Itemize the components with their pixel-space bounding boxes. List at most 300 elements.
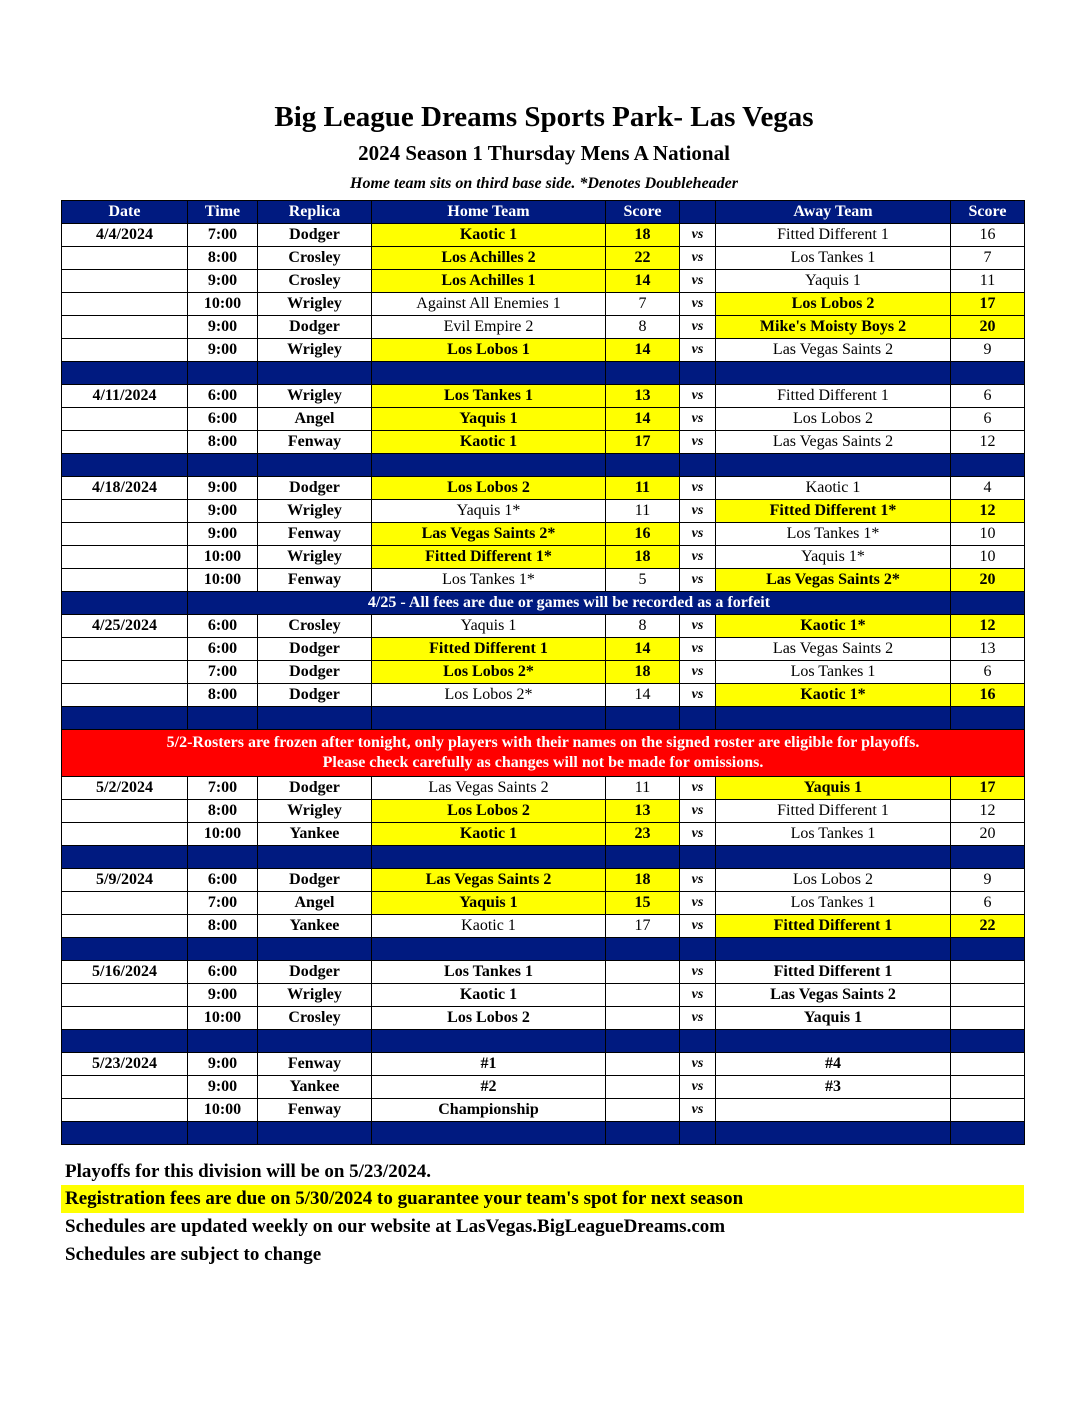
vs-label: vs (680, 892, 716, 915)
game-row (62, 1007, 1025, 1030)
away-team: Fitted Different 1 (716, 385, 951, 408)
spacer-row (62, 362, 1025, 385)
spacer-row (62, 1030, 1025, 1053)
game-time: 9:00 (188, 984, 258, 1007)
away-team: Las Vegas Saints 2* (716, 569, 951, 592)
roster-alert-line2: Please check carefully as changes will not be made for omissions. (322, 754, 764, 771)
away-team: Los Tankes 1 (716, 247, 951, 270)
away-score: 20 (951, 569, 1025, 592)
away-team: Kaotic 1* (716, 615, 951, 638)
spacer-cell (606, 1030, 680, 1053)
vs-label: vs (680, 408, 716, 431)
game-date: 4/25/2024 (62, 615, 188, 638)
roster-alert-line1: 5/2-Rosters are frozen after tonight, only players with their names on the signed roster are eligible for playoffs. (166, 734, 920, 751)
game-time: 8:00 (188, 431, 258, 454)
game-date (62, 270, 188, 293)
home-score: 14 (606, 339, 680, 362)
game-time: 6:00 (188, 385, 258, 408)
game-time: 8:00 (188, 684, 258, 707)
home-score (606, 1007, 680, 1030)
spacer-cell (606, 846, 680, 869)
game-row (62, 500, 1025, 523)
home-score (606, 1099, 680, 1122)
game-date (62, 408, 188, 431)
spacer-cell (62, 707, 188, 730)
change-note: Schedules are subject to change (65, 1244, 322, 1265)
spacer-cell (951, 362, 1025, 385)
game-date: 4/11/2024 (62, 385, 188, 408)
table-header-row (62, 201, 1025, 224)
away-team: #4 (716, 1053, 951, 1076)
spacer-cell (62, 846, 188, 869)
game-row (62, 1053, 1025, 1076)
away-team: Kaotic 1* (716, 684, 951, 707)
spacer-cell (258, 1122, 372, 1145)
notice-row (62, 592, 1025, 615)
vs-label: vs (680, 1053, 716, 1076)
game-row (62, 270, 1025, 293)
away-team: Las Vegas Saints 2 (716, 431, 951, 454)
roster-alert-row (62, 730, 1025, 777)
game-field: Wrigley (258, 293, 372, 316)
col-vs-header (680, 201, 716, 224)
home-score: 8 (606, 615, 680, 638)
spacer-row (62, 846, 1025, 869)
game-row (62, 615, 1025, 638)
home-score: 17 (606, 431, 680, 454)
spacer-cell (716, 1122, 951, 1145)
away-score: 6 (951, 661, 1025, 684)
game-time: 7:00 (188, 777, 258, 800)
away-team: Las Vegas Saints 2 (716, 638, 951, 661)
game-field: Fenway (258, 1053, 372, 1076)
roster-alert (62, 730, 1025, 777)
game-row (62, 293, 1025, 316)
away-team: Yaquis 1 (716, 777, 951, 800)
home-score: 7 (606, 293, 680, 316)
game-row (62, 661, 1025, 684)
spacer-cell (258, 846, 372, 869)
home-score: 18 (606, 869, 680, 892)
home-team: #2 (372, 1076, 606, 1099)
spacer-cell (716, 454, 951, 477)
home-team: Las Vegas Saints 2 (372, 869, 606, 892)
website-note: Schedules are updated weekly on our website at LasVegas.BigLeagueDreams.com (65, 1216, 726, 1237)
game-row (62, 638, 1025, 661)
game-field: Dodger (258, 224, 372, 247)
home-team: Kaotic 1 (372, 224, 606, 247)
game-field: Wrigley (258, 800, 372, 823)
home-team: Los Lobos 2* (372, 684, 606, 707)
spacer-cell (716, 938, 951, 961)
spacer-cell (606, 454, 680, 477)
home-score: 22 (606, 247, 680, 270)
game-time: 8:00 (188, 247, 258, 270)
vs-label: vs (680, 1099, 716, 1122)
spacer-cell (680, 1030, 716, 1053)
away-team: Fitted Different 1 (716, 915, 951, 938)
vs-label: vs (680, 385, 716, 408)
home-score: 13 (606, 385, 680, 408)
game-row (62, 684, 1025, 707)
away-team: Las Vegas Saints 2 (716, 339, 951, 362)
home-score: 17 (606, 915, 680, 938)
vs-label: vs (680, 569, 716, 592)
home-score: 11 (606, 477, 680, 500)
home-team: Championship (372, 1099, 606, 1122)
game-time: 9:00 (188, 523, 258, 546)
game-field: Dodger (258, 869, 372, 892)
away-score (951, 1076, 1025, 1099)
game-date: 5/23/2024 (62, 1053, 188, 1076)
home-score: 11 (606, 500, 680, 523)
home-score (606, 1076, 680, 1099)
spacer-cell (372, 938, 606, 961)
away-score: 10 (951, 523, 1025, 546)
game-time: 10:00 (188, 546, 258, 569)
spacer-cell (188, 707, 258, 730)
game-date (62, 638, 188, 661)
game-time: 10:00 (188, 823, 258, 846)
game-field: Fenway (258, 431, 372, 454)
vs-label: vs (680, 546, 716, 569)
home-team: Yaquis 1 (372, 615, 606, 638)
game-field: Dodger (258, 961, 372, 984)
game-date (62, 1007, 188, 1030)
game-time: 8:00 (188, 915, 258, 938)
vs-label: vs (680, 800, 716, 823)
game-date (62, 247, 188, 270)
spacer-cell (680, 707, 716, 730)
game-date (62, 431, 188, 454)
spacer-cell (951, 846, 1025, 869)
away-score: 7 (951, 247, 1025, 270)
spacer-cell (372, 707, 606, 730)
spacer-cell (372, 1030, 606, 1053)
game-time: 10:00 (188, 293, 258, 316)
vs-label: vs (680, 431, 716, 454)
vs-label: vs (680, 339, 716, 362)
spacer-cell (258, 362, 372, 385)
home-team: Los Lobos 2 (372, 1007, 606, 1030)
spacer-cell (188, 938, 258, 961)
spacer-cell (951, 1122, 1025, 1145)
away-score (951, 1099, 1025, 1122)
game-date: 4/18/2024 (62, 477, 188, 500)
game-time: 10:00 (188, 1099, 258, 1122)
away-score: 17 (951, 777, 1025, 800)
away-score (951, 961, 1025, 984)
away-team: Yaquis 1 (716, 1007, 951, 1030)
game-field: Yankee (258, 915, 372, 938)
game-time: 9:00 (188, 1076, 258, 1099)
home-score: 18 (606, 661, 680, 684)
away-team: Fitted Different 1* (716, 500, 951, 523)
spacer-cell (606, 362, 680, 385)
game-date (62, 684, 188, 707)
col-away-team-header: Away Team (716, 201, 951, 224)
game-time: 9:00 (188, 500, 258, 523)
away-score: 16 (951, 684, 1025, 707)
game-field: Wrigley (258, 546, 372, 569)
game-field: Fenway (258, 569, 372, 592)
spacer-cell (680, 938, 716, 961)
game-date (62, 523, 188, 546)
game-time: 6:00 (188, 961, 258, 984)
spacer-row (62, 938, 1025, 961)
home-team: Fitted Different 1 (372, 638, 606, 661)
game-time: 7:00 (188, 892, 258, 915)
spacer-cell (258, 938, 372, 961)
game-date: 5/9/2024 (62, 869, 188, 892)
spacer-cell (680, 1122, 716, 1145)
game-time: 9:00 (188, 316, 258, 339)
home-team: Los Lobos 2 (372, 800, 606, 823)
spacer-cell (951, 1030, 1025, 1053)
game-field: Yankee (258, 823, 372, 846)
spacer-cell (716, 707, 951, 730)
col-date-header: Date (62, 201, 188, 224)
away-team (716, 1099, 951, 1122)
game-field: Wrigley (258, 385, 372, 408)
vs-label: vs (680, 1076, 716, 1099)
spacer-cell (62, 938, 188, 961)
vs-label: vs (680, 615, 716, 638)
registration-note: Registration fees are due on 5/30/2024 to guarantee your team's spot for next season (61, 1185, 1024, 1213)
spacer-cell (606, 1122, 680, 1145)
game-date (62, 823, 188, 846)
spacer-cell (62, 1122, 188, 1145)
spacer-cell (258, 707, 372, 730)
game-field: Crosley (258, 1007, 372, 1030)
page-subtitle: 2024 Season 1 Thursday Mens A National (358, 141, 730, 165)
page-title: Big League Dreams Sports Park- Las Vegas (274, 101, 814, 133)
home-team: Evil Empire 2 (372, 316, 606, 339)
spacer-cell (372, 362, 606, 385)
game-row (62, 1099, 1025, 1122)
home-score: 15 (606, 892, 680, 915)
home-team: #1 (372, 1053, 606, 1076)
home-score: 18 (606, 546, 680, 569)
game-row (62, 477, 1025, 500)
game-date (62, 1099, 188, 1122)
away-team: Los Lobos 2 (716, 408, 951, 431)
notice-spacer-cell (951, 592, 1025, 615)
spacer-cell (372, 1122, 606, 1145)
away-score: 9 (951, 869, 1025, 892)
home-score: 18 (606, 224, 680, 247)
away-score (951, 1053, 1025, 1076)
spacer-cell (680, 454, 716, 477)
vs-label: vs (680, 247, 716, 270)
spacer-row (62, 707, 1025, 730)
game-time: 6:00 (188, 408, 258, 431)
home-score (606, 1053, 680, 1076)
away-team: Los Lobos 2 (716, 869, 951, 892)
home-team: Los Achilles 1 (372, 270, 606, 293)
away-score: 6 (951, 892, 1025, 915)
spacer-cell (372, 846, 606, 869)
col-home-score-header: Score (606, 201, 680, 224)
home-team: Fitted Different 1* (372, 546, 606, 569)
home-score: 23 (606, 823, 680, 846)
game-row (62, 984, 1025, 1007)
home-team: Los Lobos 2* (372, 661, 606, 684)
away-team: Fitted Different 1 (716, 800, 951, 823)
away-team: Mike's Moisty Boys 2 (716, 316, 951, 339)
vs-label: vs (680, 316, 716, 339)
home-score: 5 (606, 569, 680, 592)
game-field: Angel (258, 408, 372, 431)
game-time: 7:00 (188, 661, 258, 684)
spacer-cell (188, 454, 258, 477)
game-row (62, 224, 1025, 247)
game-row (62, 961, 1025, 984)
away-score: 13 (951, 638, 1025, 661)
home-team: Las Vegas Saints 2 (372, 777, 606, 800)
away-team: Los Tankes 1* (716, 523, 951, 546)
game-time: 6:00 (188, 869, 258, 892)
home-score (606, 984, 680, 1007)
home-team: Los Lobos 1 (372, 339, 606, 362)
game-field: Crosley (258, 270, 372, 293)
home-team: Las Vegas Saints 2* (372, 523, 606, 546)
game-time: 8:00 (188, 800, 258, 823)
home-score: 8 (606, 316, 680, 339)
game-field: Angel (258, 892, 372, 915)
game-field: Wrigley (258, 984, 372, 1007)
game-time: 9:00 (188, 1053, 258, 1076)
game-time: 9:00 (188, 477, 258, 500)
spacer-cell (188, 846, 258, 869)
game-date (62, 339, 188, 362)
away-team: Los Lobos 2 (716, 293, 951, 316)
spacer-cell (62, 362, 188, 385)
away-team: Kaotic 1 (716, 477, 951, 500)
fee-notice-text: 4/25 - All fees are due or games will be recorded as a forfeit (188, 592, 951, 615)
away-team: Las Vegas Saints 2 (716, 984, 951, 1007)
game-time: 9:00 (188, 339, 258, 362)
home-team: Yaquis 1* (372, 500, 606, 523)
spacer-cell (188, 1030, 258, 1053)
vs-label: vs (680, 638, 716, 661)
game-field: Fenway (258, 1099, 372, 1122)
vs-label: vs (680, 684, 716, 707)
game-row (62, 431, 1025, 454)
game-field: Dodger (258, 316, 372, 339)
away-score: 6 (951, 385, 1025, 408)
game-field: Wrigley (258, 339, 372, 362)
game-date: 4/4/2024 (62, 224, 188, 247)
home-team: Los Achilles 2 (372, 247, 606, 270)
vs-label: vs (680, 984, 716, 1007)
game-time: 10:00 (188, 1007, 258, 1030)
game-field: Dodger (258, 638, 372, 661)
home-team: Yaquis 1 (372, 892, 606, 915)
col-away-score-header: Score (951, 201, 1025, 224)
game-row (62, 247, 1025, 270)
vs-label: vs (680, 523, 716, 546)
spacer-cell (716, 846, 951, 869)
game-date (62, 661, 188, 684)
col-home-team-header: Home Team (372, 201, 606, 224)
home-score: 16 (606, 523, 680, 546)
home-score: 14 (606, 270, 680, 293)
game-date (62, 892, 188, 915)
game-field: Yankee (258, 1076, 372, 1099)
vs-label: vs (680, 823, 716, 846)
game-time: 10:00 (188, 569, 258, 592)
vs-label: vs (680, 961, 716, 984)
game-row (62, 546, 1025, 569)
away-team: Fitted Different 1 (716, 961, 951, 984)
game-time: 9:00 (188, 270, 258, 293)
playoffs-note: Playoffs for this division will be on 5/23/2024. (65, 1161, 431, 1182)
game-date (62, 293, 188, 316)
home-score: 13 (606, 800, 680, 823)
spacer-cell (372, 454, 606, 477)
away-score: 20 (951, 316, 1025, 339)
home-score: 14 (606, 638, 680, 661)
home-team: Against All Enemies 1 (372, 293, 606, 316)
game-row (62, 339, 1025, 362)
game-field: Dodger (258, 661, 372, 684)
game-date (62, 546, 188, 569)
game-time: 6:00 (188, 615, 258, 638)
away-score: 12 (951, 615, 1025, 638)
away-team: #3 (716, 1076, 951, 1099)
away-score (951, 984, 1025, 1007)
away-score: 11 (951, 270, 1025, 293)
vs-label: vs (680, 915, 716, 938)
game-date: 5/16/2024 (62, 961, 188, 984)
home-team: Kaotic 1 (372, 823, 606, 846)
game-row (62, 823, 1025, 846)
game-field: Fenway (258, 523, 372, 546)
game-date (62, 500, 188, 523)
game-row (62, 869, 1025, 892)
game-field: Dodger (258, 777, 372, 800)
home-score: 14 (606, 684, 680, 707)
game-row (62, 915, 1025, 938)
spacer-cell (258, 1030, 372, 1053)
spacer-cell (62, 1030, 188, 1053)
game-date (62, 1076, 188, 1099)
spacer-cell (188, 1122, 258, 1145)
away-team: Los Tankes 1 (716, 892, 951, 915)
game-date: 5/2/2024 (62, 777, 188, 800)
vs-label: vs (680, 270, 716, 293)
spacer-cell (62, 454, 188, 477)
spacer-cell (951, 707, 1025, 730)
doubleheader-note: Home team sits on third base side. *Denotes Doubleheader (350, 175, 738, 192)
away-score: 6 (951, 408, 1025, 431)
away-team: Yaquis 1 (716, 270, 951, 293)
vs-label: vs (680, 869, 716, 892)
home-team: Kaotic 1 (372, 431, 606, 454)
game-row (62, 385, 1025, 408)
spacer-cell (951, 938, 1025, 961)
home-team: Kaotic 1 (372, 984, 606, 1007)
home-team: Kaotic 1 (372, 915, 606, 938)
away-team: Fitted Different 1 (716, 224, 951, 247)
home-team: Los Tankes 1 (372, 385, 606, 408)
game-date (62, 915, 188, 938)
home-score: 11 (606, 777, 680, 800)
home-score: 14 (606, 408, 680, 431)
home-team: Yaquis 1 (372, 408, 606, 431)
away-team: Yaquis 1* (716, 546, 951, 569)
